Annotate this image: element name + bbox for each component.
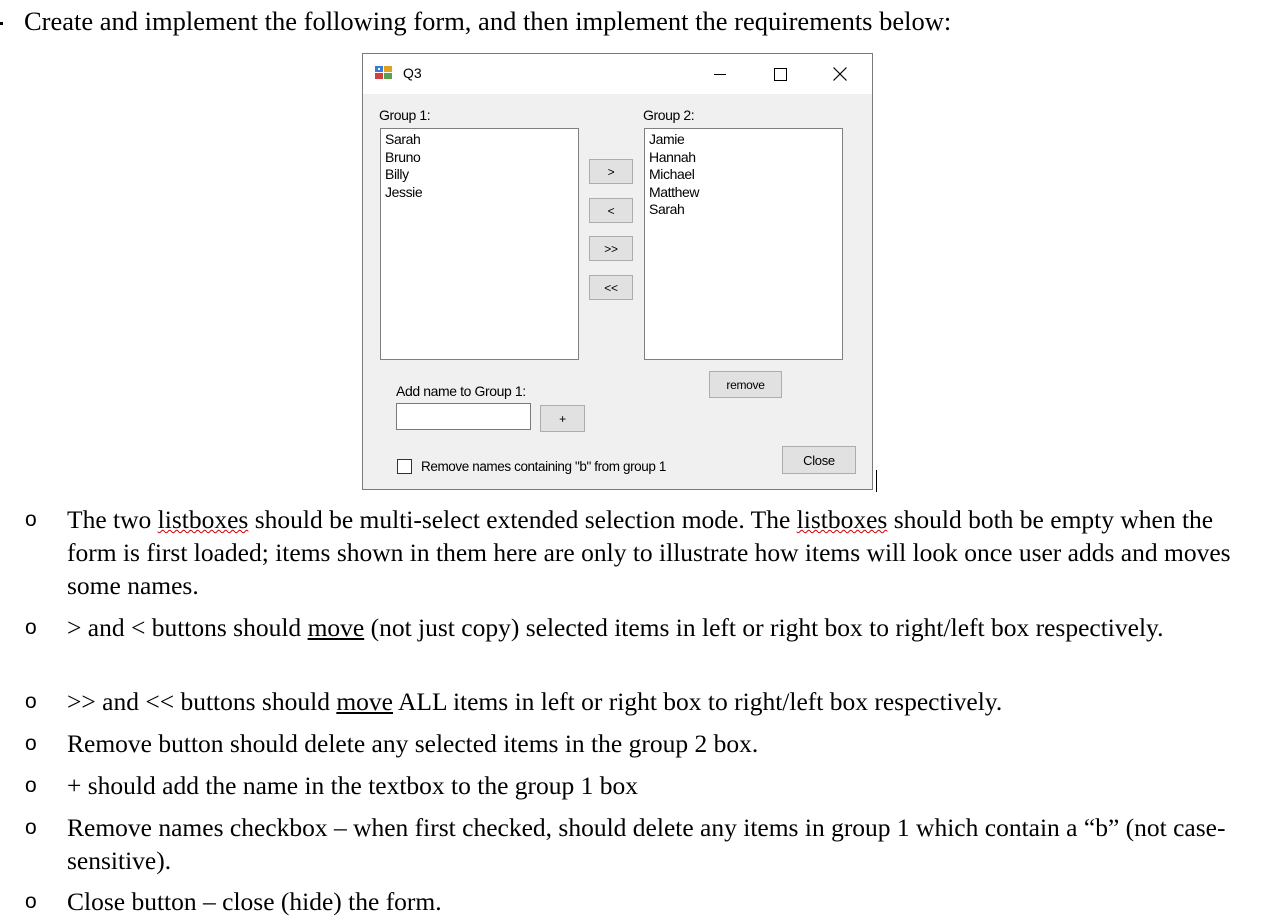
list-item[interactable]: Michael: [649, 166, 695, 182]
bullet-marker: o: [25, 732, 37, 755]
text-run: > and < buttons should: [67, 613, 308, 642]
bullet-marker: o: [25, 890, 37, 913]
text-run: The two: [67, 505, 158, 534]
add-name-label: Add name to Group 1:: [396, 383, 526, 399]
intro-text: [0, 6, 951, 37]
add-name-input[interactable]: [396, 403, 531, 430]
bullet-marker: o: [25, 816, 37, 839]
close-button[interactable]: Close: [782, 446, 856, 474]
text-run: move: [307, 613, 365, 642]
bullet-marker: o: [25, 774, 37, 797]
add-name-button[interactable]: +: [540, 405, 585, 432]
group2-label: Group 2:: [643, 107, 695, 123]
bullet-fragment: [0, 22, 3, 25]
requirement-text: [67, 503, 1262, 602]
list-item[interactable]: Sarah: [649, 201, 685, 217]
minimize-button[interactable]: [690, 54, 750, 94]
divider-fragment: [876, 470, 877, 492]
group2-listbox[interactable]: [644, 128, 843, 360]
requirement-text: [67, 611, 1262, 644]
list-item[interactable]: Hannah: [649, 148, 696, 165]
list-item[interactable]: Jessie: [385, 183, 423, 200]
text-run: move: [336, 687, 393, 716]
text-run: should both be empty when the form is first loaded; items shown in them here are only to illustrate how items will look once user adds and moves some names.: [67, 505, 1231, 600]
move-all-right-button[interactable]: >>: [589, 236, 633, 261]
move-all-left-button[interactable]: <<: [589, 275, 633, 300]
close-icon: [833, 67, 847, 81]
group1-label: Group 1:: [379, 107, 431, 123]
bullet-marker: o: [25, 690, 37, 713]
list-item[interactable]: Jamie: [649, 131, 685, 147]
close-window-button[interactable]: [810, 54, 870, 94]
maximize-icon: [774, 68, 787, 81]
move-right-button[interactable]: >: [589, 159, 633, 184]
remove-b-names-checkbox-label[interactable]: Remove names containing "b" from group 1: [421, 459, 666, 474]
title-bar[interactable]: [363, 54, 872, 94]
list-item[interactable]: Billy: [385, 166, 409, 182]
requirement-text: Remove names checkbox – when first checked, should delete any items in group 1 which contain a “b” (not case-sensitive).: [67, 813, 1226, 875]
list-item[interactable]: Bruno: [385, 148, 421, 165]
requirement-text: Close button – close (hide) the form.: [67, 887, 442, 916]
bullet-marker: o: [25, 616, 37, 639]
requirement-text: + should add the name in the textbox to the group 1 box: [67, 771, 639, 800]
app-icon: [375, 64, 392, 81]
window-title: Q3: [403, 65, 422, 81]
maximize-button[interactable]: [750, 54, 810, 94]
text-run: (not just copy) selected items in left or right box to right/left box respectively.: [364, 613, 1164, 642]
q3-form-window: [362, 53, 873, 490]
text-run: listboxes: [796, 505, 888, 534]
remove-b-names-checkbox[interactable]: [397, 459, 412, 474]
requirement-text: Remove button should delete any selected items in the group 2 box.: [67, 729, 759, 758]
bullet-marker: o: [25, 508, 37, 531]
text-run: listboxes: [157, 505, 249, 534]
remove-button[interactable]: remove: [709, 371, 782, 398]
minimize-icon: [714, 68, 726, 80]
text-run: ALL items in left or right box to right/left box respectively.: [392, 687, 1003, 716]
text-run: >> and << buttons should: [67, 687, 337, 716]
list-item[interactable]: Matthew: [649, 183, 700, 200]
text-run: should be multi-select extended selection mode. The: [248, 505, 797, 534]
group1-listbox[interactable]: [380, 128, 579, 360]
intro-label: Create and implement the following form, and then implement the requirements below:: [24, 6, 952, 36]
requirement-text: [67, 685, 1262, 718]
move-left-button[interactable]: <: [589, 198, 633, 223]
list-item[interactable]: Sarah: [385, 131, 421, 147]
